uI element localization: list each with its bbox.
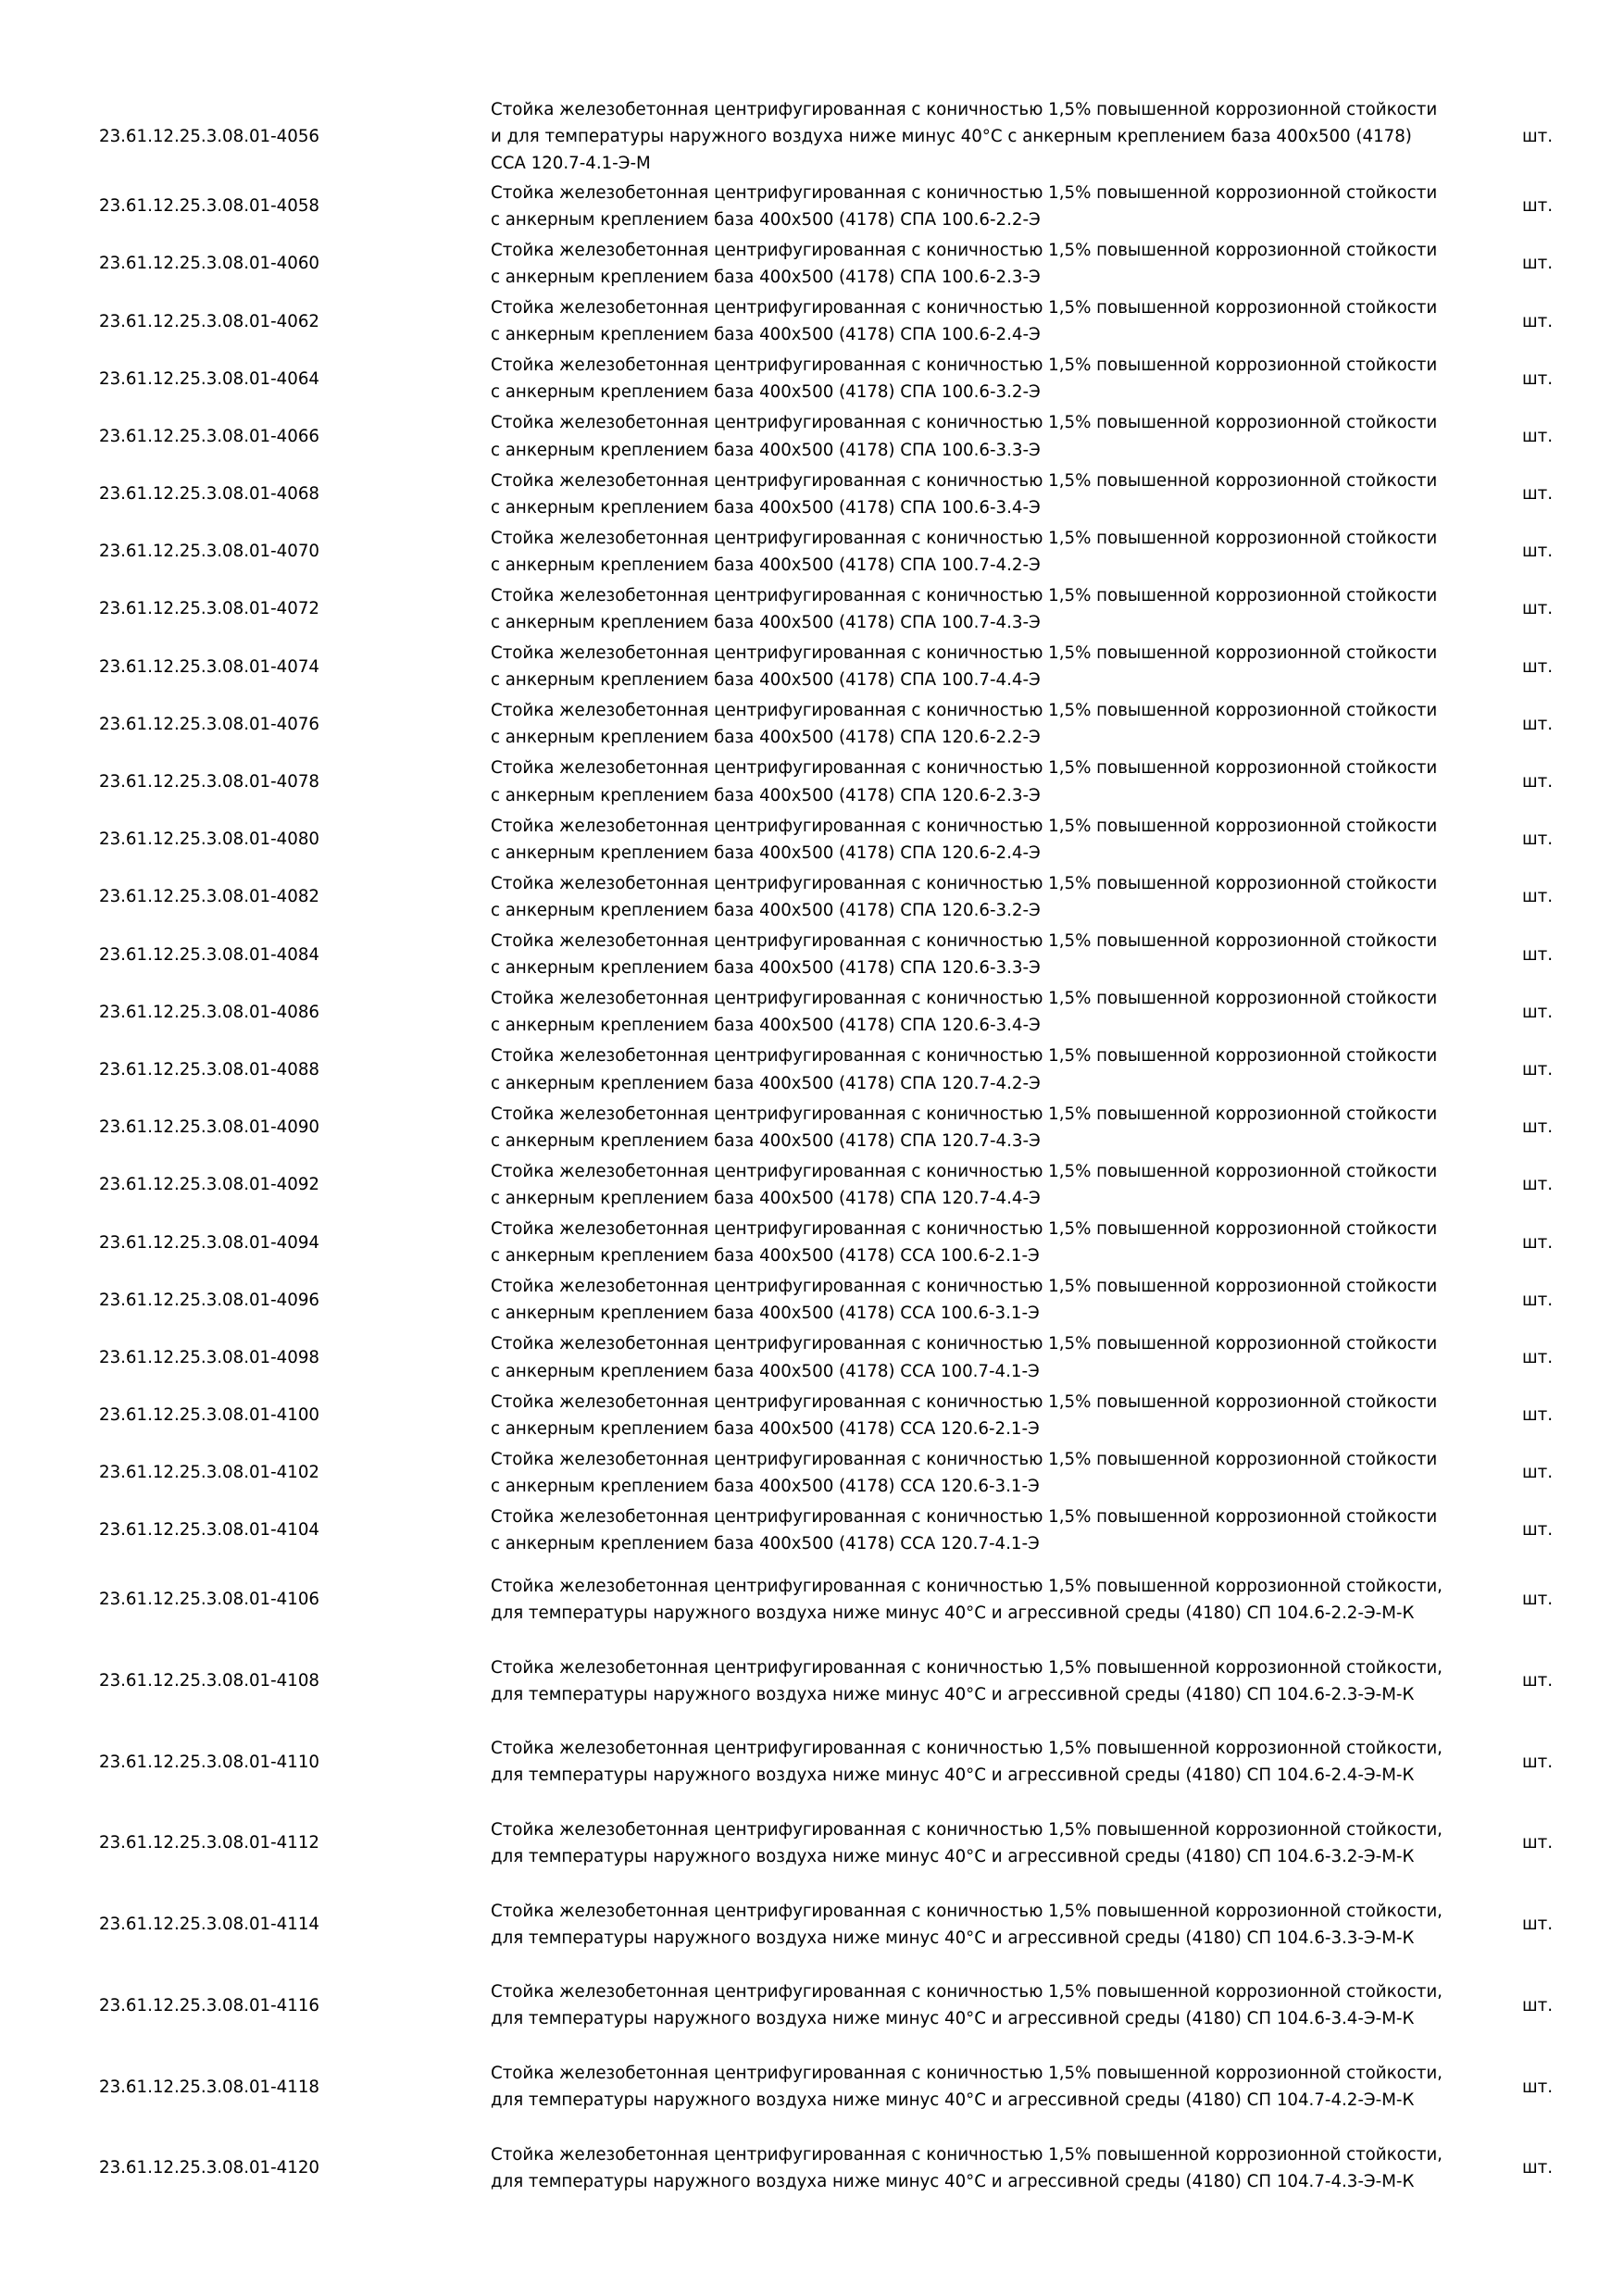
- item-code: 23.61.12.25.3.08.01-4110: [99, 1752, 319, 1772]
- table-row: [0, 1722, 1624, 1803]
- item-description: Стойка железобетонная центрифугированная с коничностью 1,5% повышенной коррозионной стойкости с анкерным креплением база 400х500 (4178) ССА 100.6-2.1-Э: [491, 1218, 1438, 1267]
- table-row: [0, 811, 1624, 868]
- table-row: [0, 96, 1624, 178]
- item-code: 23.61.12.25.3.08.01-4080: [99, 830, 319, 850]
- item-description: Стойка железобетонная центрифугированная с коничностью 1,5% повышенной коррозионной стойкости с анкерным креплением база 400х500 (4178) СПА 100.6-3.2-Э: [491, 356, 1438, 403]
- item-code: 23.61.12.25.3.08.01-4076: [99, 714, 319, 734]
- item-unit: шт.: [1522, 1752, 1554, 1772]
- item-description: Стойка железобетонная центрифугированная с коничностью 1,5% повышенной коррозионной стойкости с анкерным креплением база 400х500 (4178) СПА 100.7-4.3-Э: [491, 585, 1438, 633]
- item-description: Стойка железобетонная центрифугированная с коничностью 1,5% повышенной коррозионной стойкости, для температуры наружного воздуха ниже минус 40°С и агрессивной среды (4180) СП 104.6-2.3-Э-М-К: [491, 1657, 1443, 1704]
- item-code: 23.61.12.25.3.08.01-4098: [99, 1347, 319, 1367]
- item-code: 23.61.12.25.3.08.01-4112: [99, 1833, 319, 1853]
- item-unit: шт.: [1522, 1995, 1554, 2015]
- item-code: 23.61.12.25.3.08.01-4066: [99, 426, 319, 446]
- table-row: [0, 926, 1624, 983]
- table-row: [0, 1559, 1624, 1641]
- item-unit: шт.: [1522, 1002, 1554, 1022]
- item-code: 23.61.12.25.3.08.01-4096: [99, 1290, 319, 1310]
- item-description: Стойка железобетонная центрифугированная с коничностью 1,5% повышенной коррозионной стойкости с анкерным креплением база 400х500 (4178) СПА 100.6-2.2-Э: [491, 182, 1438, 230]
- item-description: Стойка железобетонная центрифугированная с коничностью 1,5% повышенной коррозионной стойкости, для температуры наружного воздуха ниже минус 40°С и агрессивной среды (4180) СП 104.7-4.3-Э-М-К: [491, 2144, 1443, 2191]
- item-unit: шт.: [1522, 1520, 1554, 1541]
- item-description: Стойка железобетонная центрифугированная с коничностью 1,5% повышенной коррозионной стойкости с анкерным креплением база 400х500 (4178) СПА 120.7-4.2-Э: [491, 1046, 1438, 1093]
- table-row: [0, 1387, 1624, 1444]
- item-description: Стойка железобетонная центрифугированная с коничностью 1,5% повышенной коррозионной стойкости с анкерным креплением база 400х500 (4178) СПА 120.6-3.4-Э: [491, 989, 1438, 1036]
- item-description: Стойка железобетонная центрифугированная с коничностью 1,5% повышенной коррозионной стойкости с анкерным креплением база 400х500 (4178) СПА 120.6-2.3-Э: [491, 758, 1438, 805]
- item-code: 23.61.12.25.3.08.01-4058: [99, 196, 319, 217]
- item-description: Стойка железобетонная центрифугированная с коничностью 1,5% повышенной коррозионной стойкости, для температуры наружного воздуха ниже минус 40°С и агрессивной среды (4180) СП 104.6-3.2-Э-М-К: [491, 1819, 1443, 1867]
- item-description: Стойка железобетонная центрифугированная с коничностью 1,5% повышенной коррозионной стойкости с анкерным креплением база 400х500 (4178) ССА 120.6-3.1-Э: [491, 1449, 1438, 1496]
- item-unit: шт.: [1522, 772, 1554, 792]
- table-row: [0, 1502, 1624, 1559]
- item-code: 23.61.12.25.3.08.01-4056: [99, 127, 319, 147]
- item-unit: шт.: [1522, 484, 1554, 505]
- table-row: [0, 1965, 1624, 2047]
- items-table-body: [0, 96, 1624, 2209]
- item-code: 23.61.12.25.3.08.01-4082: [99, 887, 319, 907]
- item-code: 23.61.12.25.3.08.01-4092: [99, 1175, 319, 1195]
- item-code: 23.61.12.25.3.08.01-4074: [99, 656, 319, 677]
- item-description: Стойка железобетонная центрифугированная с коничностью 1,5% повышенной коррозионной стойкости, для температуры наружного воздуха ниже минус 40°С и агрессивной среды (4180) СП 104.7-4.2-Э-М-К: [491, 2063, 1443, 2111]
- item-unit: шт.: [1522, 1232, 1554, 1253]
- item-description: Стойка железобетонная центрифугированная с коничностью 1,5% повышенной коррозионной стойкости с анкерным креплением база 400х500 (4178) ССА 120.7-4.1-Э: [491, 1506, 1438, 1554]
- table-row: [0, 2046, 1624, 2128]
- table-row: [0, 983, 1624, 1041]
- item-unit: шт.: [1522, 196, 1554, 217]
- item-unit: шт.: [1522, 1671, 1554, 1691]
- item-description: Стойка железобетонная центрифугированная с коничностью 1,5% повышенной коррозионной стойкости с анкерным креплением база 400х500 (4178) СПА 120.7-4.3-Э: [491, 1104, 1438, 1151]
- item-unit: шт.: [1522, 830, 1554, 850]
- table-row: [0, 638, 1624, 695]
- item-unit: шт.: [1522, 254, 1554, 274]
- item-unit: шт.: [1522, 2077, 1554, 2097]
- item-description: Стойка железобетонная центрифугированная с коничностью 1,5% повышенной коррозионной стойкости, для температуры наружного воздуха ниже минус 40°С и агрессивной среды (4180) СП 104.6-3.3-Э-М-К: [491, 1901, 1443, 1948]
- table-row: [0, 1099, 1624, 1156]
- item-code: 23.61.12.25.3.08.01-4104: [99, 1520, 319, 1541]
- table-row: [0, 1271, 1624, 1329]
- item-code: 23.61.12.25.3.08.01-4060: [99, 254, 319, 274]
- item-code: 23.61.12.25.3.08.01-4120: [99, 2158, 319, 2178]
- item-description: Стойка железобетонная центрифугированная с коничностью 1,5% повышенной коррозионной стойкости и для температуры наружного воздуха ниже минус 40°С с анкерным креплением база 400х500 (4178) ССА 120.7-4.1-Э-М: [491, 100, 1438, 174]
- table-row: [0, 350, 1624, 407]
- item-unit: шт.: [1522, 1059, 1554, 1079]
- item-description: Стойка железобетонная центрифугированная с коничностью 1,5% повышенной коррозионной стойкости с анкерным креплением база 400х500 (4178) ССА 100.6-3.1-Э: [491, 1277, 1438, 1324]
- item-description: Стойка железобетонная центрифугированная с коничностью 1,5% повышенной коррозионной стойкости с анкерным креплением база 400х500 (4178) СПА 100.6-2.3-Э: [491, 240, 1438, 287]
- table-row: [0, 407, 1624, 465]
- item-description: Стойка железобетонная центрифугированная с коничностью 1,5% повышенной коррозионной стойкости с анкерным креплением база 400х500 (4178) ССА 100.7-4.1-Э: [491, 1334, 1438, 1381]
- items-table: [0, 96, 1624, 2209]
- item-code: 23.61.12.25.3.08.01-4118: [99, 2077, 319, 2097]
- item-description: Стойка железобетонная центрифугированная с коничностью 1,5% повышенной коррозионной стойкости с анкерным креплением база 400х500 (4178) СПА 120.7-4.4-Э: [491, 1161, 1438, 1208]
- item-code: 23.61.12.25.3.08.01-4102: [99, 1463, 319, 1483]
- item-code: 23.61.12.25.3.08.01-4084: [99, 944, 319, 965]
- item-code: 23.61.12.25.3.08.01-4064: [99, 368, 319, 389]
- table-row: [0, 580, 1624, 638]
- item-unit: шт.: [1522, 1590, 1554, 1610]
- item-unit: шт.: [1522, 1915, 1554, 1935]
- table-row: [0, 1042, 1624, 1099]
- item-unit: шт.: [1522, 127, 1554, 147]
- item-code: 23.61.12.25.3.08.01-4116: [99, 1995, 319, 2015]
- item-description: Стойка железобетонная центрифугированная с коничностью 1,5% повышенной коррозионной стойкости с анкерным креплением база 400х500 (4178) СПА 120.6-2.4-Э: [491, 816, 1438, 863]
- item-code: 23.61.12.25.3.08.01-4108: [99, 1671, 319, 1691]
- table-row: [0, 178, 1624, 235]
- item-code: 23.61.12.25.3.08.01-4114: [99, 1915, 319, 1935]
- item-code: 23.61.12.25.3.08.01-4100: [99, 1405, 319, 1426]
- item-unit: шт.: [1522, 599, 1554, 619]
- table-row: [0, 868, 1624, 926]
- item-unit: шт.: [1522, 311, 1554, 331]
- item-unit: шт.: [1522, 656, 1554, 677]
- table-row: [0, 1444, 1624, 1502]
- table-row: [0, 1329, 1624, 1386]
- item-unit: шт.: [1522, 1290, 1554, 1310]
- item-description: Стойка железобетонная центрифугированная с коничностью 1,5% повышенной коррозионной стойкости с анкерным креплением база 400х500 (4178) СПА 100.6-3.3-Э: [491, 413, 1438, 460]
- table-row: [0, 1803, 1624, 1884]
- item-unit: шт.: [1522, 1833, 1554, 1853]
- table-row: [0, 466, 1624, 523]
- item-unit: шт.: [1522, 368, 1554, 389]
- item-description: Стойка железобетонная центрифугированная с коничностью 1,5% повышенной коррозионной стойкости с анкерным креплением база 400х500 (4178) СПА 100.7-4.4-Э: [491, 643, 1438, 691]
- item-code: 23.61.12.25.3.08.01-4072: [99, 599, 319, 619]
- item-description: Стойка железобетонная центрифугированная с коничностью 1,5% повышенной коррозионной стойкости с анкерным креплением база 400х500 (4178) ССА 120.6-2.1-Э: [491, 1391, 1438, 1439]
- item-unit: шт.: [1522, 1347, 1554, 1367]
- table-row: [0, 1156, 1624, 1214]
- item-code: 23.61.12.25.3.08.01-4088: [99, 1059, 319, 1079]
- item-code: 23.61.12.25.3.08.01-4062: [99, 311, 319, 331]
- item-unit: шт.: [1522, 1117, 1554, 1138]
- table-row: [0, 1214, 1624, 1271]
- table-row: [0, 293, 1624, 350]
- item-code: 23.61.12.25.3.08.01-4106: [99, 1590, 319, 1610]
- item-description: Стойка железобетонная центрифугированная с коничностью 1,5% повышенной коррозионной стойкости, для температуры наружного воздуха ниже минус 40°С и агрессивной среды (4180) СП 104.6-3.4-Э-М-К: [491, 1982, 1443, 2029]
- item-code: 23.61.12.25.3.08.01-4090: [99, 1117, 319, 1138]
- item-description: Стойка железобетонная центрифугированная с коничностью 1,5% повышенной коррозионной стойкости с анкерным креплением база 400х500 (4178) СПА 120.6-2.2-Э: [491, 701, 1438, 748]
- item-description: Стойка железобетонная центрифугированная с коничностью 1,5% повышенной коррозионной стойкости с анкерным креплением база 400х500 (4178) СПА 100.6-3.4-Э: [491, 470, 1438, 518]
- item-unit: шт.: [1522, 1175, 1554, 1195]
- table-row: [0, 2128, 1624, 2209]
- item-unit: шт.: [1522, 714, 1554, 734]
- item-code: 23.61.12.25.3.08.01-4086: [99, 1002, 319, 1022]
- item-code: 23.61.12.25.3.08.01-4078: [99, 772, 319, 792]
- table-row: [0, 754, 1624, 811]
- table-row: [0, 1641, 1624, 1722]
- table-row: [0, 235, 1624, 293]
- item-description: Стойка железобетонная центрифугированная с коничностью 1,5% повышенной коррозионной стойкости, для температуры наружного воздуха ниже минус 40°С и агрессивной среды (4180) СП 104.6-2.2-Э-М-К: [491, 1576, 1443, 1624]
- item-code: 23.61.12.25.3.08.01-4070: [99, 542, 319, 562]
- item-description: Стойка железобетонная центрифугированная с коничностью 1,5% повышенной коррозионной стойкости с анкерным креплением база 400х500 (4178) СПА 100.7-4.2-Э: [491, 528, 1438, 575]
- item-description: Стойка железобетонная центрифугированная с коничностью 1,5% повышенной коррозионной стойкости с анкерным креплением база 400х500 (4178) СПА 120.6-3.3-Э: [491, 931, 1438, 979]
- item-unit: шт.: [1522, 887, 1554, 907]
- item-unit: шт.: [1522, 426, 1554, 446]
- item-description: Стойка железобетонная центрифугированная с коничностью 1,5% повышенной коррозионной стойкости с анкерным креплением база 400х500 (4178) СПА 120.6-3.2-Э: [491, 873, 1438, 921]
- item-description: Стойка железобетонная центрифугированная с коничностью 1,5% повышенной коррозионной стойкости с анкерным креплением база 400х500 (4178) СПА 100.6-2.4-Э: [491, 297, 1438, 345]
- item-unit: шт.: [1522, 1463, 1554, 1483]
- item-code: 23.61.12.25.3.08.01-4094: [99, 1232, 319, 1253]
- table-row: [0, 523, 1624, 580]
- item-unit: шт.: [1522, 1405, 1554, 1426]
- price-list-page: [0, 96, 1624, 2209]
- table-row: [0, 695, 1624, 753]
- item-code: 23.61.12.25.3.08.01-4068: [99, 484, 319, 505]
- item-unit: шт.: [1522, 944, 1554, 965]
- table-row: [0, 1884, 1624, 1965]
- item-unit: шт.: [1522, 542, 1554, 562]
- item-unit: шт.: [1522, 2158, 1554, 2178]
- item-description: Стойка железобетонная центрифугированная с коничностью 1,5% повышенной коррозионной стойкости, для температуры наружного воздуха ниже минус 40°С и агрессивной среды (4180) СП 104.6-2.4-Э-М-К: [491, 1739, 1443, 1786]
